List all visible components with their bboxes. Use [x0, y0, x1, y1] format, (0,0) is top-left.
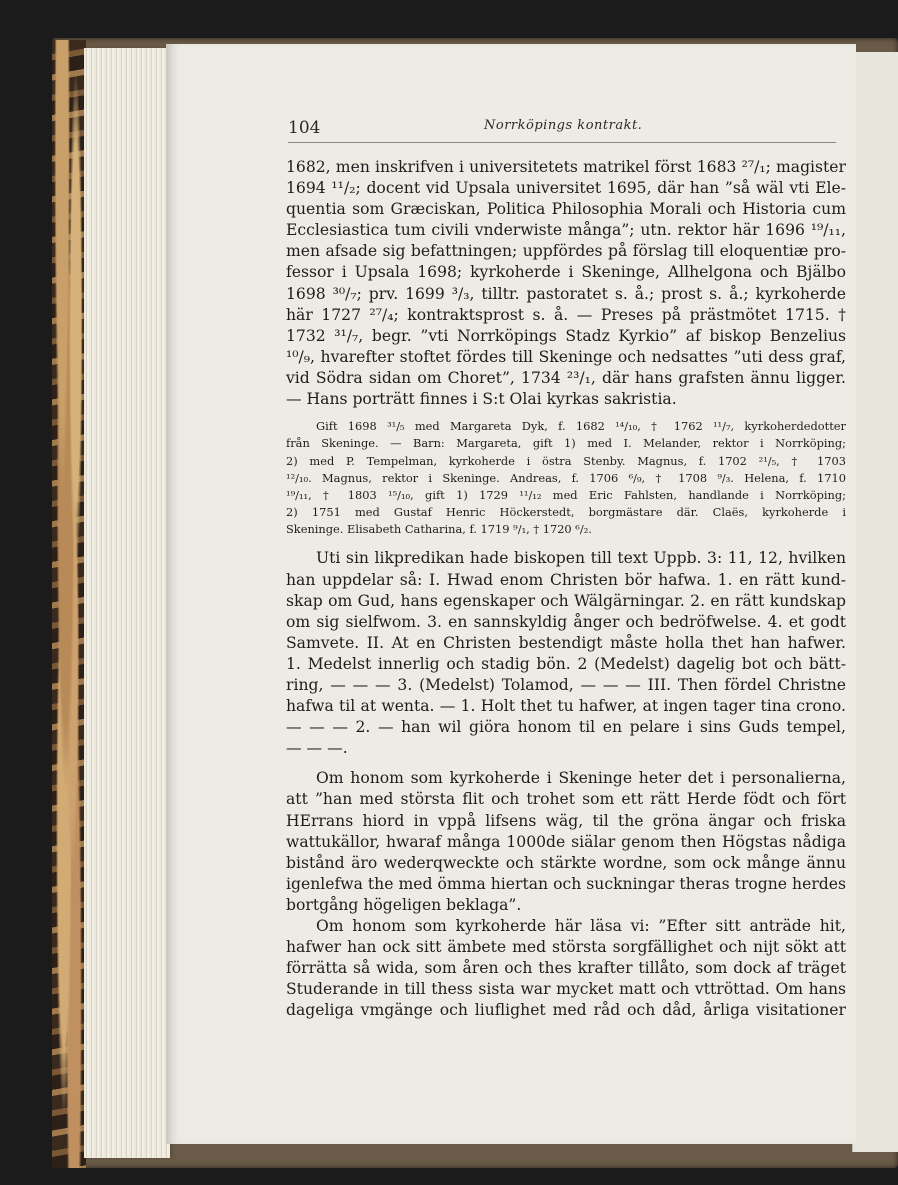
page-body	[286, 157, 846, 1022]
family-note	[286, 418, 846, 538]
text-line: quentia som Græciskan, Politica Philosophia Morali och Historia cum	[286, 200, 846, 219]
facing-page-edge	[852, 52, 898, 1152]
text-line: ¹⁰/₉, hvarefter stoftet fördes till Skeninge och nedsattes ”uti dess graf,	[286, 347, 846, 366]
text-line: bortgång högeligen beklaga”.	[286, 895, 522, 914]
text-line: 1. Medelst innerlig och stadig bön. 2 (Medelst) dagelig bot och bätt-	[286, 654, 846, 673]
note-line: från Skeninge. — Barn: Margareta, gift 1) med I. Melander, rektor i Norrköping;	[286, 436, 846, 451]
text-line: 1698 ³⁰/₇; prv. 1699 ³/₃, tilltr. pastoratet s. å.; prost s. å.; kyrkoherde	[286, 284, 846, 303]
paragraph-sermon	[286, 548, 846, 759]
text-line: vid Södra sidan om Choret”, 1734 ²³/₁, där hans grafsten ännu ligger.	[286, 368, 846, 387]
note-line: 2) med P. Tempelman, kyrkoherde i östra Stenby. Magnus, f. 1702 ²¹/₅, † 1703	[286, 453, 846, 468]
text-line: Ecclesiastica tum civili vnderwiste många”; utn. rektor här 1696 ¹⁹/₁₁,	[286, 221, 846, 240]
text-line: HErrans hiord in vppå lifsens wäg, til the gröna ängar och friska	[286, 811, 846, 830]
text-line: här 1727 ²⁷/₄; kontraktsprost s. å. — Preses på prästmötet 1715. †	[286, 305, 846, 324]
marbled-page-edge	[52, 40, 86, 1168]
text-line: 1732 ³¹/₇, begr. ”vti Norrköpings Stadz Kyrkio” af biskop Benzelius	[286, 326, 846, 345]
note-line: ¹⁹/₁₁, † 1803 ¹⁵/₁₀, gift 1) 1729 ¹¹/₁₂ med Eric Fahlsten, handlande i Norrköping;	[286, 487, 846, 502]
text-line: Om honom som kyrkoherde i Skeninge heter det i personalierna,	[316, 769, 846, 788]
note-line: Gift 1698 ³¹/₅ med Margareta Dyk, f. 1682 ¹⁴/₁₀, † 1762 ¹¹/₇, kyrkoherdedotter	[316, 419, 846, 434]
text-line: men afsade sig befattningen; uppfördes på förslag till eloquentiæ pro-	[286, 242, 846, 261]
text-line: ring, — — — 3. (Medelst) Tolamod, — — — III. Then fördel Christne	[286, 676, 846, 694]
paragraph-gap	[286, 759, 846, 768]
text-line: förrätta så wida, som åren och thes krafter tillåto, som dock af träget	[286, 959, 846, 978]
text-line: — — —.	[286, 739, 348, 758]
text-line: — — — 2. — han wil giöra honom til en pelare i sins Guds tempel,	[286, 718, 846, 737]
paragraph-personalia	[286, 768, 846, 916]
text-line: wattukällor, hwaraf många 1000de siälar genom then Högstas nådiga	[286, 832, 846, 851]
note-line: 2) 1751 med Gustaf Henric Höckerstedt, borgmästare där. Claës, kyrkoherde i	[286, 505, 846, 520]
text-line: skap om Gud, hans egenskaper och Wälgärningar. 2. en rätt kundskap	[286, 591, 846, 610]
text-line: bistånd äro wederqweckte och stärkte wordne, som ock månge ännu	[286, 853, 846, 872]
text-line: 1682, men inskrifven i universitetets matrikel först 1683 ²⁷/₁; magister	[286, 158, 846, 176]
note-line: Skeninge. Elisabeth Catharina, f. 1719 ⁹/₁, † 1720 ⁶/₂.	[286, 522, 592, 537]
paragraph-vicar	[286, 916, 846, 1021]
text-line: Samvete. II. At en Christen bestendigt måste holla thet han hafwer.	[286, 633, 846, 652]
text-line: igenlefwa the med ömma hiertan och suckningar theras trogne herdes	[286, 874, 846, 893]
page-number: 104	[288, 118, 321, 138]
text-line: han uppdelar så: I. Hwad enom Christen bör hafwa. 1. en rätt kund-	[286, 570, 846, 589]
text-line: dageliga vmgänge och liuflighet med råd och dåd, årliga visitationer	[286, 1001, 846, 1020]
running-head-title: Norrköpings kontrakt.	[484, 118, 643, 133]
text-line: Studerande in till thess sista war mycket matt och vttröttad. Om hans	[286, 980, 846, 999]
text-line: — Hans porträtt finnes i S:t Olai kyrkas sakristia.	[286, 390, 677, 409]
text-line: hafwa til at wenta. — 1. Holt thet tu hafwer, at ingen tager tina crono.	[286, 697, 846, 716]
text-line: Om honom som kyrkoherde här läsa vi: ”Efter sitt anträde hit,	[316, 917, 846, 936]
running-head	[288, 116, 836, 143]
text-line: fessor i Upsala 1698; kyrkoherde i Skeninge, Allhelgona och Bjälbo	[286, 263, 846, 282]
text-line: hafwer han ock sitt ämbete med största sorgfällighet och nijt sökt att	[286, 938, 846, 957]
text-line: om sig sielfwom. 3. en sannskyldig ånger och bedröfwelse. 4. et godt	[286, 612, 846, 631]
text-line: Uti sin likpredikan hade biskopen till text Uppb. 3: 11, 12, hvilken	[316, 549, 846, 568]
paragraph-biography	[286, 157, 846, 410]
stacked-page-edges	[84, 48, 170, 1158]
note-line: ¹²/₁₀. Magnus, rektor i Skeninge. Andreas, f. 1706 ⁶/₉, † 1708 ⁹/₃. Helena, f. 1710	[286, 470, 846, 485]
text-line: att ”han med största flit och trohet som ett rätt Herde födt och fört	[286, 790, 846, 809]
text-line: 1694 ¹¹/₂; docent vid Upsala universitet 1695, där han ”så wäl vti Ele-	[286, 179, 846, 198]
